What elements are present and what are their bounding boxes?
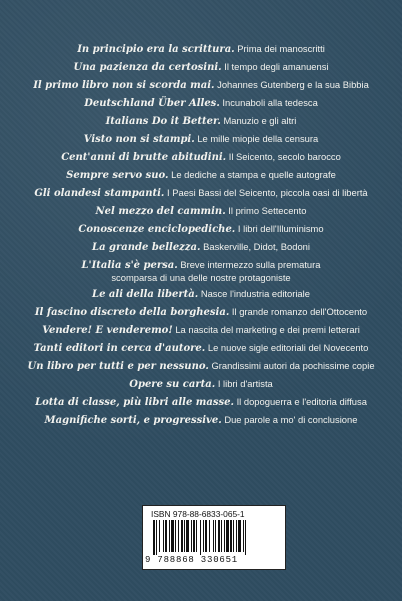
barcode-bar <box>233 520 234 552</box>
barcode-bar <box>245 520 246 555</box>
barcode-bar <box>165 520 167 552</box>
barcode-digits: 9 788868 330651 <box>145 555 239 565</box>
barcode-bar <box>213 520 214 552</box>
toc-entry-description: Il tempo degli amanuensi <box>224 61 329 72</box>
toc-entry <box>0 393 402 411</box>
toc-entry <box>0 40 402 58</box>
barcode-bar <box>181 520 183 552</box>
toc-entry-description: La nascita del marketing e dei premi letterari <box>175 324 360 336</box>
toc-entry-title: Sempre servo suo. <box>66 170 169 181</box>
barcode-bar <box>236 520 237 552</box>
barcode-bar <box>209 520 210 552</box>
toc-entry-title: Gli olandesi stampanti. <box>34 188 165 199</box>
toc-entry-title: Conoscenze enciclopediche. <box>78 224 236 235</box>
toc-entry-description: Prima dei manoscritti <box>237 43 325 54</box>
toc-entry-title: In principio era la scrittura. <box>77 44 235 55</box>
barcode-bar <box>193 520 195 552</box>
toc-entry-description: Il dopoguerra e l'editoria diffusa <box>236 396 367 408</box>
toc-entry <box>0 238 402 256</box>
toc-entry-title: Deutschland Über Alles. <box>84 98 220 109</box>
toc-entry <box>0 58 402 76</box>
toc-entry-description: Il primo Settecento <box>228 205 307 216</box>
toc-entry-description: Nasce l'industria editoriale <box>200 288 310 300</box>
barcode-bar <box>153 520 155 555</box>
toc-entry-description: Le nuove sigle editoriali del Novecento <box>207 342 369 354</box>
barcode-bar <box>163 520 164 552</box>
toc-entry-description: Johannes Gutenberg e la sua Bibbia <box>217 79 369 90</box>
toc-entry <box>0 166 402 184</box>
toc-entry <box>0 76 402 94</box>
toc-entry-description: Breve intermezzo sulla prematura scomparsa di una delle nostre protagoniste <box>111 259 321 283</box>
toc-entry <box>0 321 402 339</box>
toc-entry-description: Il grande romanzo dell'Ottocento <box>231 306 368 318</box>
toc-entry-description: I Paesi Bassi del Seicento, piccola oasi di libertà <box>167 187 368 198</box>
isbn-barcode-label <box>142 505 286 570</box>
toc-entry-description: I libri d'artista <box>217 378 273 390</box>
toc-entry <box>0 339 402 357</box>
toc-entry <box>0 220 402 238</box>
barcode-bar <box>238 520 241 552</box>
toc-entry-title: Cent'anni di brutte abitudini. <box>61 152 227 163</box>
barcode-bar <box>215 520 216 552</box>
toc-entry-title: Vendere! E venderemo! <box>42 325 173 337</box>
barcode-bar <box>186 520 189 552</box>
barcode-bar <box>226 520 229 552</box>
barcode-bar <box>205 520 207 552</box>
toc-entry-title: Il fascino discreto della borghesia. <box>34 307 230 319</box>
toc-entry <box>0 357 402 375</box>
toc-entry <box>0 94 402 112</box>
barcode-bar <box>200 520 201 555</box>
toc-entry-title: Il primo libro non si scorda mai. <box>33 80 215 91</box>
toc-entry <box>76 256 326 285</box>
toc-entry <box>0 130 402 148</box>
table-of-contents <box>0 40 402 429</box>
barcode-bar <box>175 520 176 552</box>
toc-entry-description: Grandissimi autori da pochissime copie <box>211 360 375 372</box>
toc-entry-title: Un libro per tutti e per nessuno. <box>27 361 209 373</box>
toc-entry-description: Incunaboli alla tedesca <box>222 97 318 108</box>
barcode-bar <box>159 520 160 552</box>
barcode-bar <box>218 520 220 552</box>
barcode-bar <box>196 520 197 552</box>
barcode-bar <box>184 520 185 552</box>
toc-entry-title: Lotta di classe, più libri alle masse. <box>35 397 234 409</box>
barcode-bar <box>169 520 170 552</box>
barcode-bar <box>224 520 225 552</box>
toc-entry-title: L'Italia s'è persa. <box>81 260 178 271</box>
toc-entry-title: Tanti editori in cerca d'autore. <box>33 343 206 355</box>
toc-entry <box>0 112 402 130</box>
toc-entry <box>0 148 402 166</box>
toc-entry-title: Opere su carta. <box>129 379 216 391</box>
toc-entry <box>0 375 402 393</box>
barcode-bar <box>221 520 222 552</box>
toc-entry-description: Le dediche a stampa e quelle autografe <box>171 169 336 180</box>
barcode-bar <box>203 520 204 552</box>
toc-entry-description: Il Seicento, secolo barocco <box>228 151 341 162</box>
toc-entry <box>0 184 402 202</box>
barcode-bar <box>191 520 192 552</box>
barcode-bars <box>151 520 277 555</box>
barcode-bar <box>178 520 179 552</box>
isbn-number: ISBN 978-88-6833-065-1 <box>151 509 245 519</box>
toc-entry <box>0 202 402 220</box>
toc-entry-description: Le mille miopie della censura <box>197 133 319 144</box>
toc-entry-title: Le ali della libertà. <box>92 289 199 301</box>
toc-entry-description: Baskerville, Didot, Bodoni <box>203 241 310 252</box>
toc-entry-title: Magnifiche sorti, e progressive. <box>44 415 222 427</box>
toc-entry-title: Nel mezzo del cammin. <box>95 206 226 217</box>
toc-entry-description: Due parole a mo' di conclusione <box>224 414 358 426</box>
toc-entry-description: Manuzio e gli altri <box>223 115 297 126</box>
toc-entry-title: Visto non si stampi. <box>83 134 195 145</box>
barcode-bar <box>171 520 174 552</box>
toc-entry-title: Una pazienza da certosini. <box>73 62 222 73</box>
toc-entry-title: La grande bellezza. <box>92 242 201 253</box>
toc-entry <box>0 285 402 303</box>
toc-entry <box>0 303 402 321</box>
toc-entry-description: I libri dell'Illuminismo <box>237 223 324 234</box>
toc-entry <box>0 411 402 429</box>
barcode-bar <box>230 520 232 552</box>
barcode-bar <box>243 520 244 552</box>
barcode-bar <box>156 520 157 555</box>
toc-entry-title: Italians Do it Better. <box>105 116 221 127</box>
